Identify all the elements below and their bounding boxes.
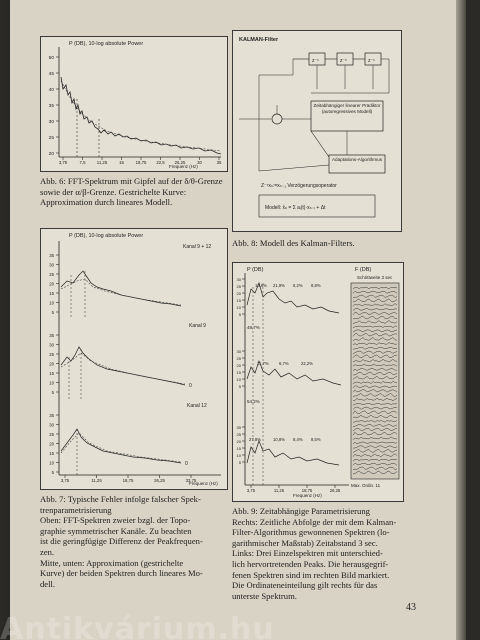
fig7-panel-label-1: Kanal 9 + 12 (183, 244, 212, 250)
fig7-ytick-label: 30 (49, 422, 54, 428)
fig7-caption-line-2: trenparametrisierung (40, 504, 112, 515)
fig7-panel3-line (61, 429, 181, 463)
fig9-caption-line-4: garithmischer Maßstab) Zeitabstand 3 sec. (232, 537, 378, 548)
fig7-ytick-label: 10 (49, 380, 54, 386)
fig7-panel1-line-a (61, 271, 181, 306)
fig9-mid-peak-label: 6,7% (279, 361, 289, 366)
fig8-formula-delay: Z⁻¹xₙ:=xₙ₋₁ Verzögerungsoperator (261, 183, 337, 189)
fig9-ytick-label: 15 (236, 297, 241, 303)
fig7-xlabel: Frequenz (Hz) (189, 481, 218, 486)
fig9-caption-line-2: Rechts: Zeitliche Abfolge der mit dem Kalman- (232, 516, 397, 527)
fig9-right-bottom: Max. Ordin. 11 (351, 483, 381, 488)
fig7-ytick-label: 10 (49, 300, 54, 306)
fig9-bot-peak-label: 8,4% (293, 437, 303, 442)
fig9-pct-mid: 54,2% (247, 399, 260, 404)
fig9-ytick-label: 15 (236, 445, 241, 451)
fig7-caption-line-5: ist die geringfügige Differenz der Peakfrequen- (40, 536, 203, 547)
fig9-ytick-label: 25 (236, 431, 241, 437)
fig9-ytick-label: 5 (238, 311, 241, 317)
fig6-xtick-label: 35 (216, 160, 222, 165)
fig9-right-label: Schrittweite 3 sec (357, 275, 393, 280)
fig9-caption-line-8: Die Ordinateneinteilung gilt rechts für das (232, 580, 378, 591)
delay-label-3: z⁻¹ (368, 58, 375, 64)
fig9-xtick-label: 18,75 (301, 488, 313, 493)
delay-label-1: z⁻¹ (312, 58, 319, 64)
fig6-xtick-label: 15 (119, 160, 124, 165)
fig9-ytick-label: 30 (236, 276, 241, 282)
fig9-right-title: F (DB) (355, 267, 372, 273)
fig7-caption (40, 494, 230, 589)
fig7-caption-line-1: Abb. 7: Typische Fehler infolge falscher Spek- (40, 494, 201, 504)
fig7-ytick-label: 20 (49, 361, 54, 367)
fig7-ytick-label: 35 (49, 333, 54, 338)
fig9-ytick-label: 5 (238, 459, 241, 465)
fig7-ytick-label: 5 (51, 390, 54, 395)
fig7-panel1-line-b (61, 279, 181, 305)
fig6-xtick-label: 30 (197, 160, 202, 165)
fig9-ytick-label: 10 (236, 376, 241, 382)
fig7-xtick-label: 33,75 (185, 478, 197, 483)
fig6-caption (40, 176, 230, 208)
fig9-ytick-label: 20 (236, 290, 241, 296)
fig7-panel3-approx (61, 433, 181, 462)
fig6-xlabel: Frequenz (Hz) (169, 164, 198, 169)
fig6-ytick-label: 25 (48, 136, 54, 141)
fig6-caption-text: Abb. 6: FFT-Spektrum mit Gipfel auf der δ/θ-Grenze sowie der α/β-Grenze. Gestrichelte Kurve: Approximation durch lineares Modell. (40, 176, 223, 208)
fig7-caption-line-7: Mitte, unten: Approximation (gestrichelte (40, 557, 184, 568)
fig9-ytick-label: 25 (236, 283, 241, 289)
fig7-xtick-label: 26,25 (154, 478, 165, 483)
book-page (10, 0, 456, 640)
fig8-diagram (232, 30, 402, 232)
fig7-panel2-approx (61, 353, 185, 384)
fig6-chart (40, 36, 228, 172)
fig9-ytick-label: 30 (236, 348, 241, 354)
fig9-caption-line-1: Abb. 9: Zeitabhängige Parametrisierung (232, 506, 370, 516)
fig7-caption-line-9: dell. (40, 578, 56, 589)
fig7-xtick-label: 3,75 (60, 478, 70, 483)
fig8-formula-model: Modell: x̂ₙ = Σ aᵢ(t)·xₙ₋ᵢ + Δt (265, 205, 326, 211)
fig7-caption-line-4: graphie symmetrischer Kanäle. Zu beachten (40, 525, 192, 536)
fig9-top-peak-label: 21,9% (273, 283, 285, 288)
fig6-ytick-label: 20 (48, 152, 54, 157)
fig7-ytick-label: 15 (49, 291, 54, 296)
fig9-bot-peak-label: 8,5% (311, 437, 321, 442)
fig6-xtick-label: 11,25 (96, 160, 108, 165)
fig7-ytick-label: 25 (49, 432, 54, 437)
fig9-caption (232, 506, 410, 601)
fig7-ytick-label: 15 (49, 371, 54, 376)
delay-label-2: z⁻¹ (340, 58, 347, 64)
fig9-ytick-label: 15 (236, 369, 241, 375)
fig9-xtick-label: 11,25 (273, 488, 285, 493)
fig6-approx-line (61, 81, 221, 151)
fig7-panel-label-3: Kanal 12 (187, 403, 207, 409)
fig6-spectrum-line (61, 77, 221, 154)
fig6-xtick-label: 26,25 (174, 160, 186, 165)
fig9-xtick-label: 26,25 (329, 488, 341, 493)
fig9-top-peak-label: 10,6% (255, 283, 267, 288)
fig9-xlabel: Frequenz (Hz) (293, 493, 322, 498)
fig7-ytick-label: 20 (49, 281, 54, 287)
fig7-ytick-label: 10 (49, 460, 54, 466)
svg-text:0: 0 (189, 383, 192, 389)
fig9-caption-line-5: Links: Drei Einzelspektren mit unterschied- (232, 548, 383, 559)
fig9-pct-top: 48,7% (247, 325, 260, 330)
fig8-caption (232, 238, 402, 249)
fig7-ytick-label: 5 (51, 310, 54, 315)
fig8-title: KALMAN-Filter (239, 37, 279, 43)
fig7-xtick-label: 18,75 (122, 478, 134, 483)
fig7-ytick-label: 25 (49, 272, 54, 277)
fig6-ytick-label: 45 (48, 72, 54, 77)
fig7-ytick-label: 5 (51, 470, 54, 475)
fig9-mid-peak-label: 11,7% (257, 361, 269, 366)
fig6-xtick-label: 22,5 (156, 160, 165, 165)
fig7-ytick-label: 25 (49, 352, 54, 357)
fig9-ytick-label: 30 (236, 424, 241, 430)
fig9-bot-peak-label: 10,8% (273, 437, 285, 442)
fig8-caption-text: Abb. 8: Modell des Kalman-Filters. (232, 238, 355, 248)
fig9-ytick-label: 10 (236, 304, 241, 310)
fig7-ytick-label: 30 (49, 342, 54, 348)
fig9-ytick-label: 5 (238, 383, 241, 389)
fig6-ytick-label: 40 (48, 88, 54, 93)
fig9-bot-peak-label: 27,8% (249, 437, 261, 442)
fig9-xtick-label: 3,75 (246, 488, 256, 493)
fig9-top-peak-label: 6,2% (293, 283, 303, 288)
page-number: 43 (406, 602, 416, 613)
fig9-left-title: P (DB) (247, 267, 264, 273)
fig7-chart (40, 228, 228, 490)
fig6-ytick-label: 50 (48, 56, 54, 61)
fig7-ytick-label: 20 (49, 441, 54, 447)
fig9-caption-line-3: Filter-Algorithmus gewonnenen Spektren (lo- (232, 527, 390, 538)
fig7-panel2-line (61, 347, 185, 385)
fig9-caption-line-6: lich hervortretenden Peaks. Die herausgegrif- (232, 558, 389, 569)
fig7-panel-label-2: Kanal 9 (189, 323, 206, 329)
svg-text:0: 0 (185, 461, 188, 467)
summing-node (272, 114, 282, 124)
fig9-caption-line-9: unterste Spektrum. (232, 590, 297, 601)
fig6-xtick-label: 3,75 (58, 160, 68, 165)
fig7-xtick-label: 11,25 (91, 478, 102, 483)
fig9-top-peak-label: 8,8% (311, 283, 321, 288)
fig6-ytick-label: 35 (48, 104, 54, 109)
fig6-ytick-label: 30 (48, 120, 54, 125)
fig6-title: P (DB), 10·log absolute Power (69, 41, 144, 47)
fig7-caption-line-6: zen. (40, 546, 55, 557)
fig9-ytick-label: 20 (236, 362, 241, 368)
fig9-ytick-label: 10 (236, 452, 241, 458)
predictor-box-label: Zeitabhängiger linearer Prädiktor (autoregressives Modell) (313, 103, 381, 114)
fig9-ytick-label: 25 (236, 355, 241, 361)
fig7-ytick-label: 15 (49, 451, 54, 456)
fig9-mid-peak-label: 22,2% (301, 361, 313, 366)
fig7-ytick-label: 30 (49, 262, 54, 268)
fig7-caption-line-8: Kurve) der beiden Spektren durch lineares Mo- (40, 568, 203, 579)
fig7-title: P (DB), 10·log absolute Power (69, 233, 144, 239)
fig9-caption-line-7: fenen Spektren sind im rechten Bild markiert. (232, 569, 390, 580)
adaptation-box-label: Adaptations-Algorithmus (331, 157, 383, 162)
fig7-ytick-label: 35 (49, 413, 54, 418)
watermark-text: Antikvárium.hu (0, 612, 275, 640)
fig9-chart (232, 262, 404, 502)
fig9-spectrum-bot (247, 441, 339, 465)
fig6-xtick-label: 7,5 (79, 160, 86, 165)
fig7-caption-line-3: Oben: FFT-Spektren zweier bzgl. der Topo- (40, 515, 191, 526)
fig7-ytick-label: 35 (49, 253, 54, 258)
fig6-xtick-label: 18,75 (135, 160, 147, 165)
fig9-ytick-label: 20 (236, 438, 241, 444)
